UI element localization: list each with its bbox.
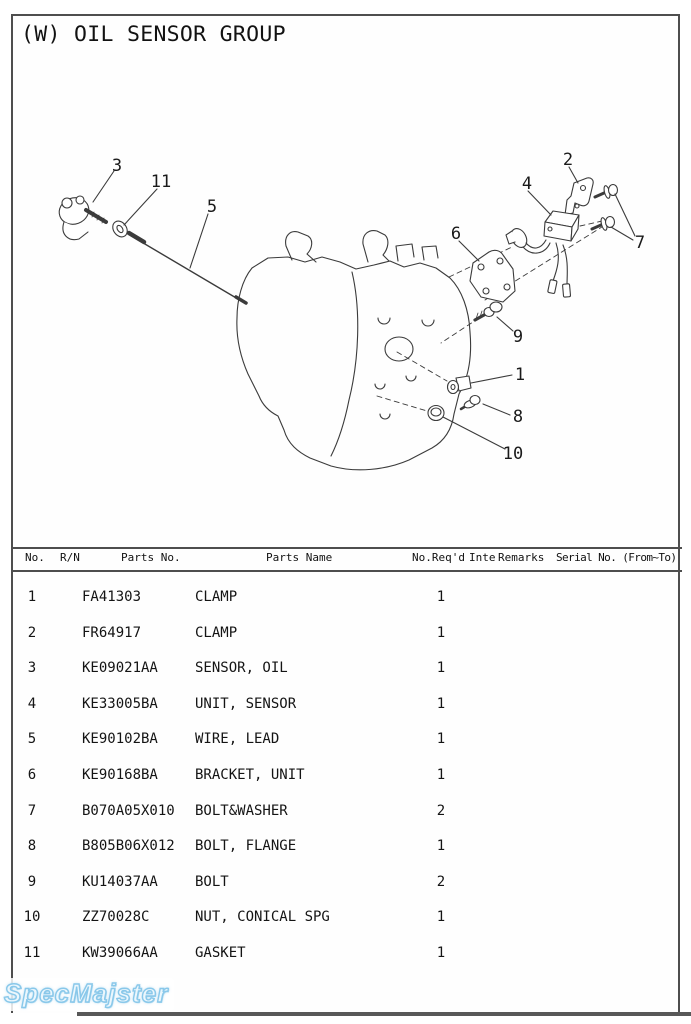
cell-qty: 1 <box>436 660 446 677</box>
cell-no: 9 <box>27 873 37 890</box>
cell-parts-name: WIRE, LEAD <box>195 731 280 748</box>
table-row <box>11 722 682 758</box>
callout-1: 1 <box>514 365 526 385</box>
header-no-reqd: No.Req'd <box>412 551 465 564</box>
cell-parts-no: KE90102BA <box>82 731 158 748</box>
parts-table-body <box>11 580 682 972</box>
callout-6: 6 <box>450 224 462 244</box>
cell-parts-no: KE90168BA <box>82 766 158 783</box>
header-parts-no: Parts No. <box>121 551 181 564</box>
table-row <box>11 900 682 936</box>
table-header-bottom-rule <box>11 570 682 572</box>
cell-parts-no: FA41303 <box>82 589 142 605</box>
bottom-rule <box>77 1012 691 1016</box>
page-title: (W) OIL SENSOR GROUP <box>21 22 286 47</box>
cell-no: 6 <box>27 766 37 783</box>
table-row <box>11 829 682 865</box>
cell-parts-no: KE33005BA <box>82 695 158 712</box>
callout-11: 11 <box>150 172 172 192</box>
cell-parts-no: KU14037AA <box>82 873 158 890</box>
cell-parts-no: KE09021AA <box>82 660 158 677</box>
cell-parts-no: B070A05X010 <box>82 802 175 819</box>
callout-5: 5 <box>206 197 218 217</box>
cell-qty: 1 <box>436 838 446 855</box>
table-header-top-rule <box>11 547 682 549</box>
callout-9: 9 <box>512 327 524 347</box>
callout-8: 8 <box>512 407 524 427</box>
table-row <box>11 936 682 972</box>
cell-parts-no: ZZ70028C <box>82 909 150 926</box>
cell-qty: 2 <box>436 802 446 819</box>
cell-parts-name: BOLT&WASHER <box>195 802 288 819</box>
header-inte: Inte <box>469 551 496 564</box>
cell-qty: 1 <box>436 695 446 712</box>
callout-7: 7 <box>634 233 646 253</box>
cell-no: 7 <box>27 802 37 819</box>
cell-no: 8 <box>27 838 37 855</box>
cell-qty: 1 <box>436 909 446 926</box>
cell-no: 2 <box>27 624 37 641</box>
cell-no: 3 <box>27 660 37 677</box>
callout-10: 10 <box>502 444 524 464</box>
cell-parts-name: CLAMP <box>195 589 238 605</box>
callout-2: 2 <box>562 150 574 170</box>
cell-qty: 1 <box>436 731 446 748</box>
table-row <box>11 758 682 794</box>
cell-parts-no: B805B06X012 <box>82 838 175 855</box>
cell-parts-name: BOLT, FLANGE <box>195 838 297 855</box>
header-serial-no: Serial No. (From~To) <box>556 551 677 564</box>
cell-qty: 1 <box>436 944 446 961</box>
cell-no: 4 <box>27 695 37 712</box>
header-remarks: Remarks <box>498 551 545 564</box>
header-rn: R/N <box>60 551 80 564</box>
cell-parts-name: NUT, CONICAL SPG <box>195 909 330 926</box>
cell-qty: 2 <box>436 873 446 890</box>
table-row <box>11 794 682 830</box>
cell-parts-name: CLAMP <box>195 624 238 641</box>
cell-parts-name: UNIT, SENSOR <box>195 695 297 712</box>
table-row <box>11 580 682 616</box>
watermark: SpecMajster <box>2 978 174 1011</box>
cell-no: 10 <box>23 909 41 926</box>
cell-parts-name: SENSOR, OIL <box>195 660 288 677</box>
cell-parts-no: KW39066AA <box>82 944 158 961</box>
callout-4: 4 <box>521 174 533 194</box>
table-row <box>11 687 682 723</box>
table-row <box>11 616 682 652</box>
cell-no: 5 <box>27 731 37 748</box>
table-row <box>11 865 682 901</box>
header-parts-name: Parts Name <box>266 551 333 564</box>
cell-parts-name: BOLT <box>195 873 229 890</box>
cell-qty: 1 <box>436 624 446 641</box>
callout-3: 3 <box>111 156 123 176</box>
cell-parts-name: BRACKET, UNIT <box>195 766 305 783</box>
cell-no: 11 <box>23 944 41 961</box>
cell-parts-no: FR64917 <box>82 624 142 641</box>
cell-qty: 1 <box>436 766 446 783</box>
cell-parts-name: GASKET <box>195 944 246 961</box>
header-no: No. <box>25 551 45 564</box>
table-row <box>11 651 682 687</box>
cell-qty: 1 <box>436 589 446 605</box>
cell-no: 1 <box>27 589 37 605</box>
